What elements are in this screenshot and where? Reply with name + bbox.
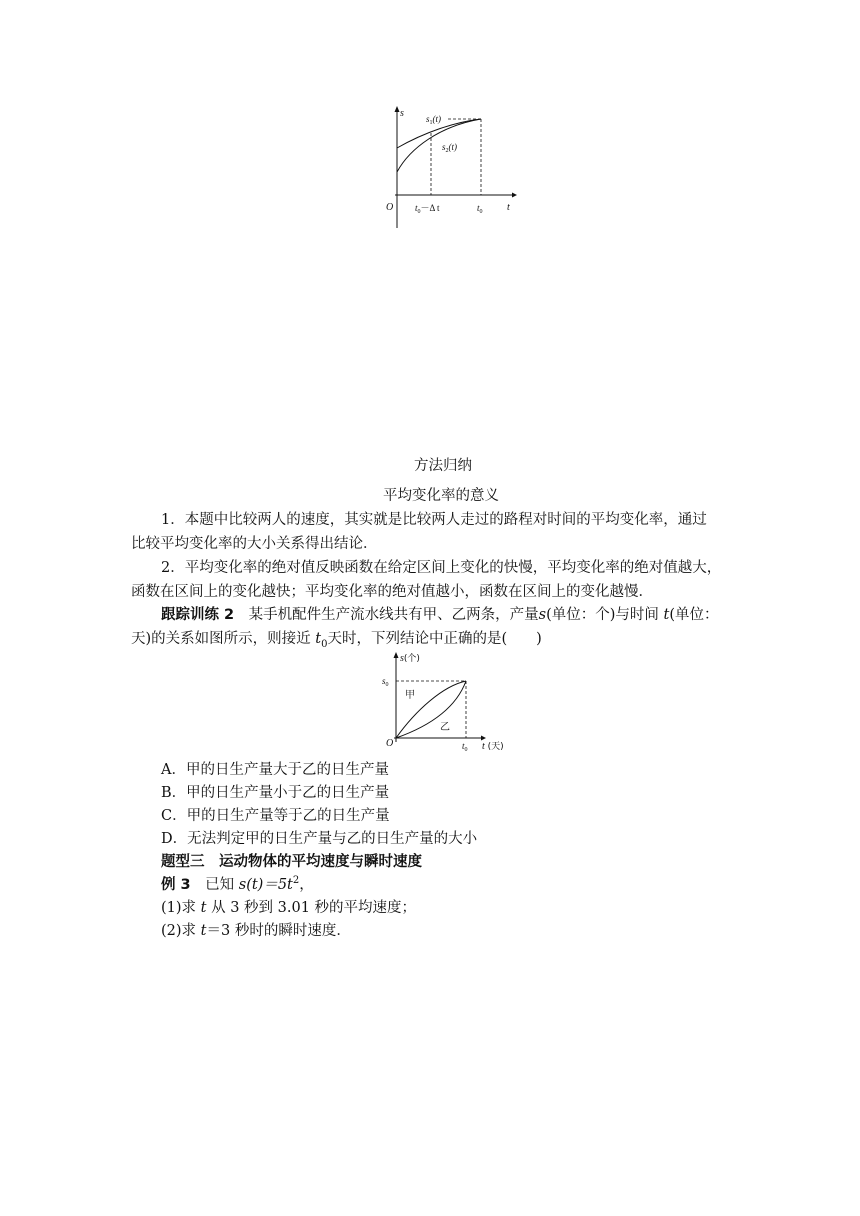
exercise-text-b: (单位：个)与时间 (546, 607, 659, 623)
paragraph-2-line-2: 函数在区间上的变化越快；平均变化率的绝对值越小，函数在区间上的变化越慢． (131, 584, 653, 600)
example-label: 例 3 (161, 877, 191, 893)
jia-label: 甲 (405, 690, 415, 701)
curve-s2 (397, 119, 481, 172)
t0-label: $t_0$ (462, 741, 468, 753)
example-exponent: 2 (292, 875, 300, 887)
question-1 (161, 898, 416, 918)
paragraph-2-line-1: 2．平均变化率的绝对值反映函数在给定区间上变化的快慢，平均变化率的绝对值越大， (161, 560, 722, 576)
t-axis-label: t (天) (482, 741, 504, 752)
q1-var-t: t (200, 900, 207, 916)
exercise-var-t: t (663, 607, 670, 623)
question-2 (161, 921, 351, 941)
t-axis-arrow (512, 193, 517, 198)
exercise-text-e: 天时，下列结论中正确的是( ) (327, 631, 542, 647)
option-d: D．无法判定甲的日生产量与乙的日生产量的大小 (161, 831, 478, 847)
exercise-sub-0: 0 (321, 638, 328, 650)
curve-s1-label: $s_1(t)$ (426, 114, 442, 126)
curve-s2-label: $s_2(t)$ (442, 142, 458, 154)
section-title: 方法归纳 (414, 458, 472, 474)
s-axis-arrow (395, 106, 400, 112)
t-axis-label: t (507, 202, 510, 213)
q2-var-t: t (200, 923, 207, 939)
paragraph-1-line-1: 1．本题中比较两人的速度，其实就是比较两人走过的路程对时间的平均变化率，通过 (161, 512, 707, 528)
paragraph-1-line-2: 比较平均变化率的大小关系得出结论． (131, 536, 378, 552)
q2-text-a: (2)求 (161, 923, 197, 939)
origin-label: O (386, 202, 394, 213)
type3-heading: 题型三 运动物体的平均速度与瞬时速度 (161, 854, 422, 870)
q1-text-a: (1)求 (161, 900, 197, 916)
exercise-text-a: 某手机配件生产流水线共有甲、乙两条，产量 (248, 607, 539, 623)
figure-1-graph (380, 100, 520, 230)
exercise-text-d: 天)的关系如图所示，则接近 (131, 631, 311, 647)
exercise-var-t0: t (315, 631, 322, 647)
s-axis-label: s(个) (400, 653, 420, 664)
s-axis-arrow (394, 652, 399, 658)
origin-label: O (386, 738, 394, 749)
option-c: C．甲的日生产量等于乙的日生产量 (161, 808, 390, 824)
exercise-var-s: s (538, 607, 547, 623)
exercise-text-c: (单位： (669, 607, 719, 623)
t-axis-arrow (481, 736, 486, 741)
example-post: ， (299, 877, 314, 893)
tick-t0: $t_0$ (477, 203, 483, 215)
tick-t0-minus-dt: $t_0-\Delta$ t (415, 203, 440, 215)
exercise-label: 跟踪训练 2 (161, 607, 235, 623)
q2-text-b: ＝3 秒时的瞬时速度． (206, 923, 351, 939)
yi-label: 乙 (440, 722, 450, 733)
s0-label: $s_0$ (382, 676, 389, 688)
option-b: B．甲的日生产量小于乙的日生产量 (161, 785, 390, 801)
option-a: A．甲的日生产量大于乙的日生产量 (161, 762, 389, 778)
q1-text-b: 从 3 秒到 3.01 秒的平均速度； (211, 900, 417, 916)
example-pre: 已知 (205, 877, 235, 893)
figure-2-graph (378, 650, 518, 754)
exercise-line-1 (161, 605, 719, 625)
exercise-line-2 (131, 629, 542, 649)
example-3-line (161, 875, 314, 895)
section-subtitle: 平均变化率的意义 (383, 488, 499, 504)
example-function: s(t)＝5t (238, 877, 293, 893)
s-axis-label: s (400, 108, 404, 119)
